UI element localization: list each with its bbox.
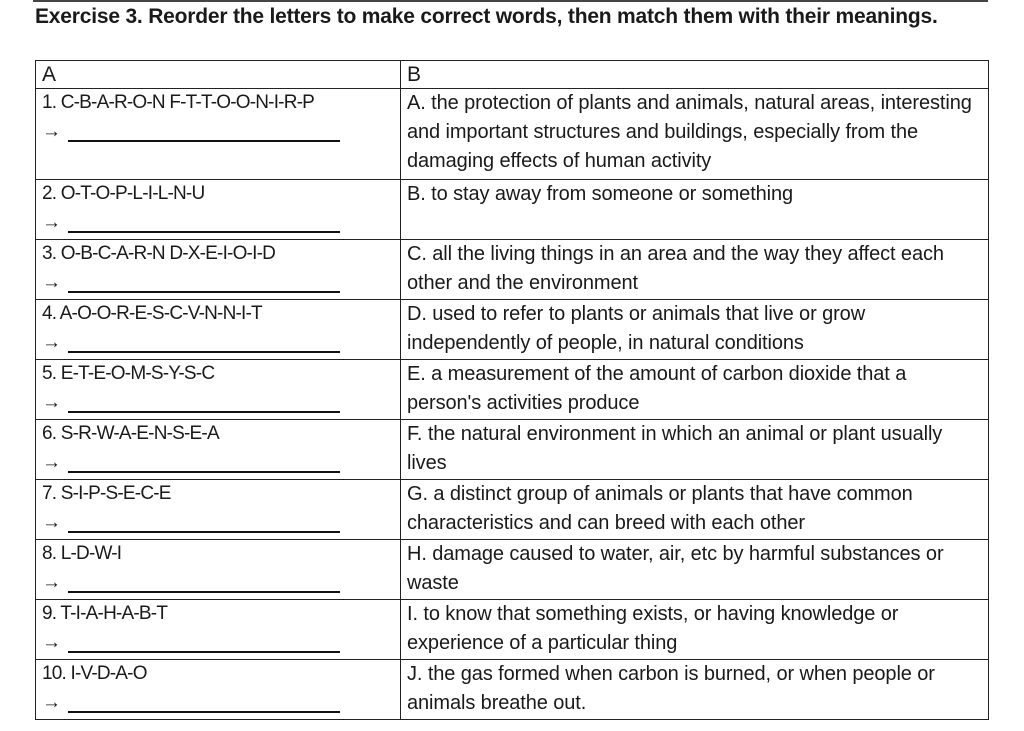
answer-blank[interactable] <box>68 693 340 713</box>
table-row <box>36 180 989 240</box>
table-row <box>36 89 989 180</box>
scrambled-word-cell <box>36 240 401 300</box>
arrow-icon: → <box>42 392 61 413</box>
scrambled-word: 10. I-V-D-A-O <box>42 663 147 684</box>
scrambled-word-cell <box>36 300 401 360</box>
table-row <box>36 660 989 720</box>
table-row <box>36 540 989 600</box>
scrambled-word: 2. O-T-O-P-L-I-L-N-U <box>42 183 205 204</box>
scrambled-word: 8. L-D-W-I <box>42 543 122 564</box>
answer-blank[interactable] <box>68 633 340 653</box>
scrambled-word-cell <box>36 600 401 660</box>
arrow-icon: → <box>42 572 61 593</box>
scrambled-word-cell <box>36 540 401 600</box>
scrambled-word: 4. A-O-O-R-E-S-C-V-N-N-I-T <box>42 303 262 324</box>
answer-blank[interactable] <box>68 393 340 413</box>
scrambled-word-cell <box>36 660 401 720</box>
scrambled-word-cell <box>36 360 401 420</box>
meaning-cell: H. damage caused to water, air, etc by harmful substances or waste <box>401 540 989 600</box>
scrambled-word: 6. S-R-W-A-E-N-S-E-A <box>42 423 219 444</box>
meaning-cell: C. all the living things in an area and the way they affect each other and the environment <box>401 240 989 300</box>
arrow-icon: → <box>42 512 61 533</box>
arrow-icon: → <box>42 452 61 473</box>
meaning-cell: J. the gas formed when carbon is burned, or when people or animals breathe out. <box>401 660 989 720</box>
table-row <box>36 240 989 300</box>
scrambled-word: 5. E-T-E-O-M-S-Y-S-C <box>42 363 215 384</box>
answer-blank[interactable] <box>68 122 340 142</box>
answer-blank[interactable] <box>68 213 340 233</box>
table-row <box>36 600 989 660</box>
top-rule <box>33 0 988 2</box>
table-row <box>36 300 989 360</box>
scrambled-word-cell <box>36 420 401 480</box>
answer-blank[interactable] <box>68 333 340 353</box>
scrambled-word-cell <box>36 480 401 540</box>
arrow-icon: → <box>42 632 61 653</box>
exercise-title: Exercise 3. Reorder the letters to make correct words, then match them with their meanings. <box>35 5 938 28</box>
meaning-cell: G. a distinct group of animals or plants that have common characteristics and can breed with each other <box>401 480 989 540</box>
meaning-cell: D. used to refer to plants or animals that live or grow independently of people, in natural conditions <box>401 300 989 360</box>
meaning-cell: I. to know that something exists, or having knowledge or experience of a particular thing <box>401 600 989 660</box>
arrow-icon: → <box>42 121 61 142</box>
meaning-cell: F. the natural environment in which an animal or plant usually lives <box>401 420 989 480</box>
arrow-icon: → <box>42 272 61 293</box>
column-b-header: B <box>401 61 989 89</box>
answer-blank[interactable] <box>68 573 340 593</box>
table-row <box>36 480 989 540</box>
table-row <box>36 420 989 480</box>
scrambled-word: 9. T-I-A-H-A-B-T <box>42 603 168 624</box>
meaning-cell: B. to stay away from someone or something <box>401 180 989 240</box>
arrow-icon: → <box>42 332 61 353</box>
scrambled-word: 1. C-B-A-R-O-N F-T-T-O-O-N-I-R-P <box>42 92 315 113</box>
header-row <box>36 61 989 89</box>
arrow-icon: → <box>42 692 61 713</box>
meaning-cell: A. the protection of plants and animals, natural areas, interesting and important structures and buildings, especially from the damaging effects of human activity <box>401 89 989 180</box>
answer-blank[interactable] <box>68 453 340 473</box>
meaning-cell: E. a measurement of the amount of carbon dioxide that a person's activities produce <box>401 360 989 420</box>
table-row <box>36 360 989 420</box>
column-a-header: A <box>36 61 401 89</box>
scrambled-word: 3. O-B-C-A-R-N D-X-E-I-O-I-D <box>42 243 276 264</box>
arrow-icon: → <box>42 212 61 233</box>
answer-blank[interactable] <box>68 513 340 533</box>
scrambled-word: 7. S-I-P-S-E-C-E <box>42 483 171 504</box>
matching-table <box>35 60 989 720</box>
answer-blank[interactable] <box>68 273 340 293</box>
scrambled-word-cell <box>36 180 401 240</box>
scrambled-word-cell <box>36 89 401 180</box>
